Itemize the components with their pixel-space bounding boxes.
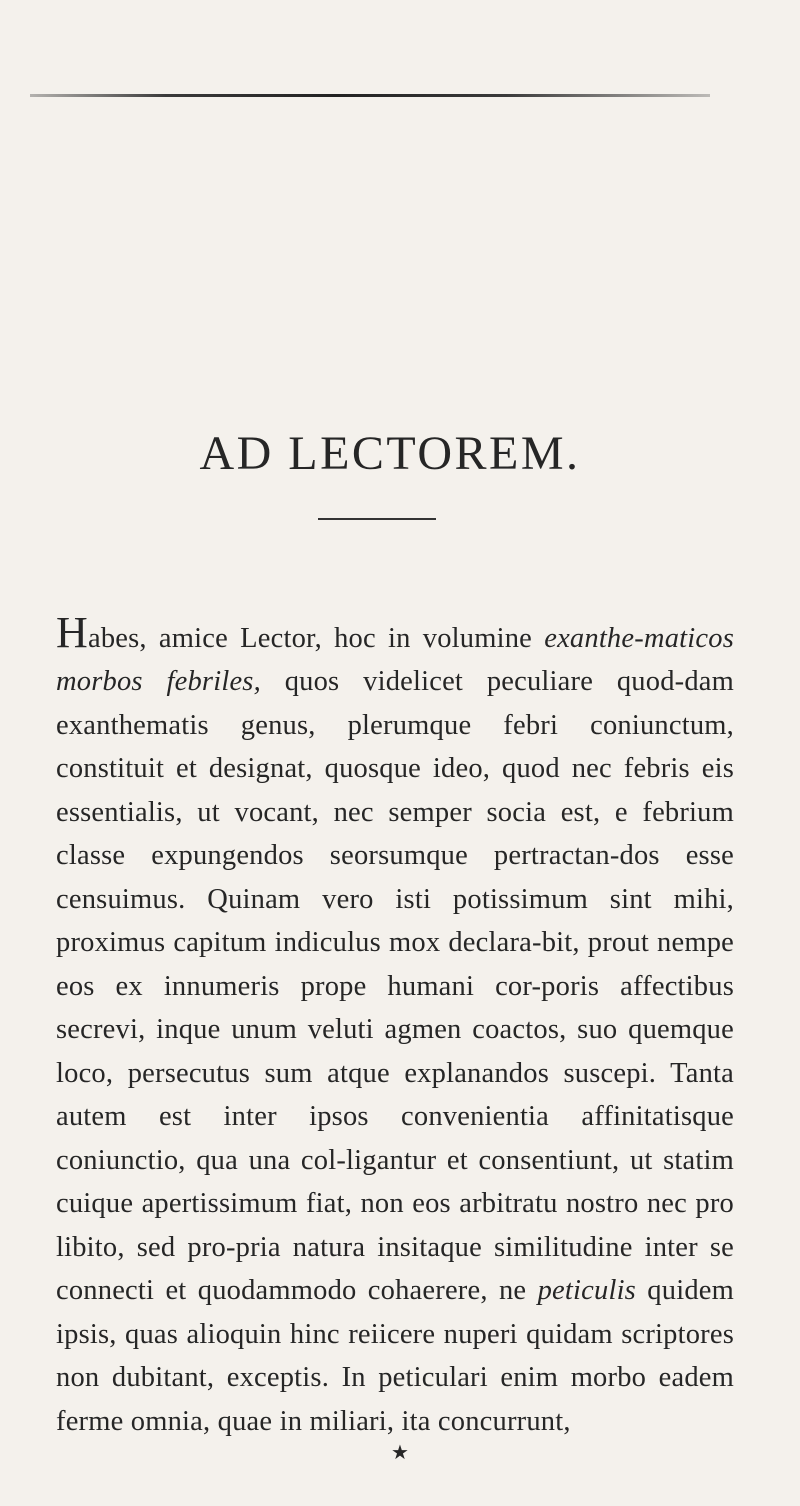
italic-segment: exanthe-maticos morbos febriles, (56, 622, 734, 697)
heading-divider (318, 518, 436, 520)
text-segment: quidem ipsis, quas alioquin hinc reiicere nuperi quidam scriptores non dubitant, exceptis. In peticulari enim morbo eadem ferme omnia, quae in miliari, ita concurrunt, (56, 1275, 734, 1437)
page-heading: AD LECTOREM. (199, 427, 581, 481)
body-paragraph (56, 607, 735, 1444)
drop-cap: H (56, 607, 88, 657)
signature-mark: ★ (391, 1442, 409, 1464)
top-rule (30, 94, 710, 97)
italic-segment: peticulis (537, 1275, 636, 1306)
text-segment: quos videlicet peculiare quod-dam exanthematis genus, plerumque febri coniunctum, constituit et designat, quosque ideo, quod nec febris eis essentialis, ut vocant, nec semper socia est, e febrium classe expungendos seorsumque pertractan-dos esse censuimus. Quinam vero isti potissimum sint mihi, proximus capitum indiculus mox declara-bit, prout nempe eos ex innumeris prope humani cor-poris affectibus secrevi, inque unum veluti agmen coactos, suo quemque loco, persecutus sum atque explanandos suscepi. Tanta autem est inter ipsos convenientia affinitatisque coniunctio, qua una col-ligantur et consentiunt, ut statim cuique apertissimum fiat, non eos arbitratu nostro nec pro libito, sed pro-pria natura insitaque similitudine inter se connecti et quodammodo cohaerere, ne (56, 666, 735, 1306)
text-segment: abes, amice Lector, hoc in volumine (87, 622, 545, 654)
